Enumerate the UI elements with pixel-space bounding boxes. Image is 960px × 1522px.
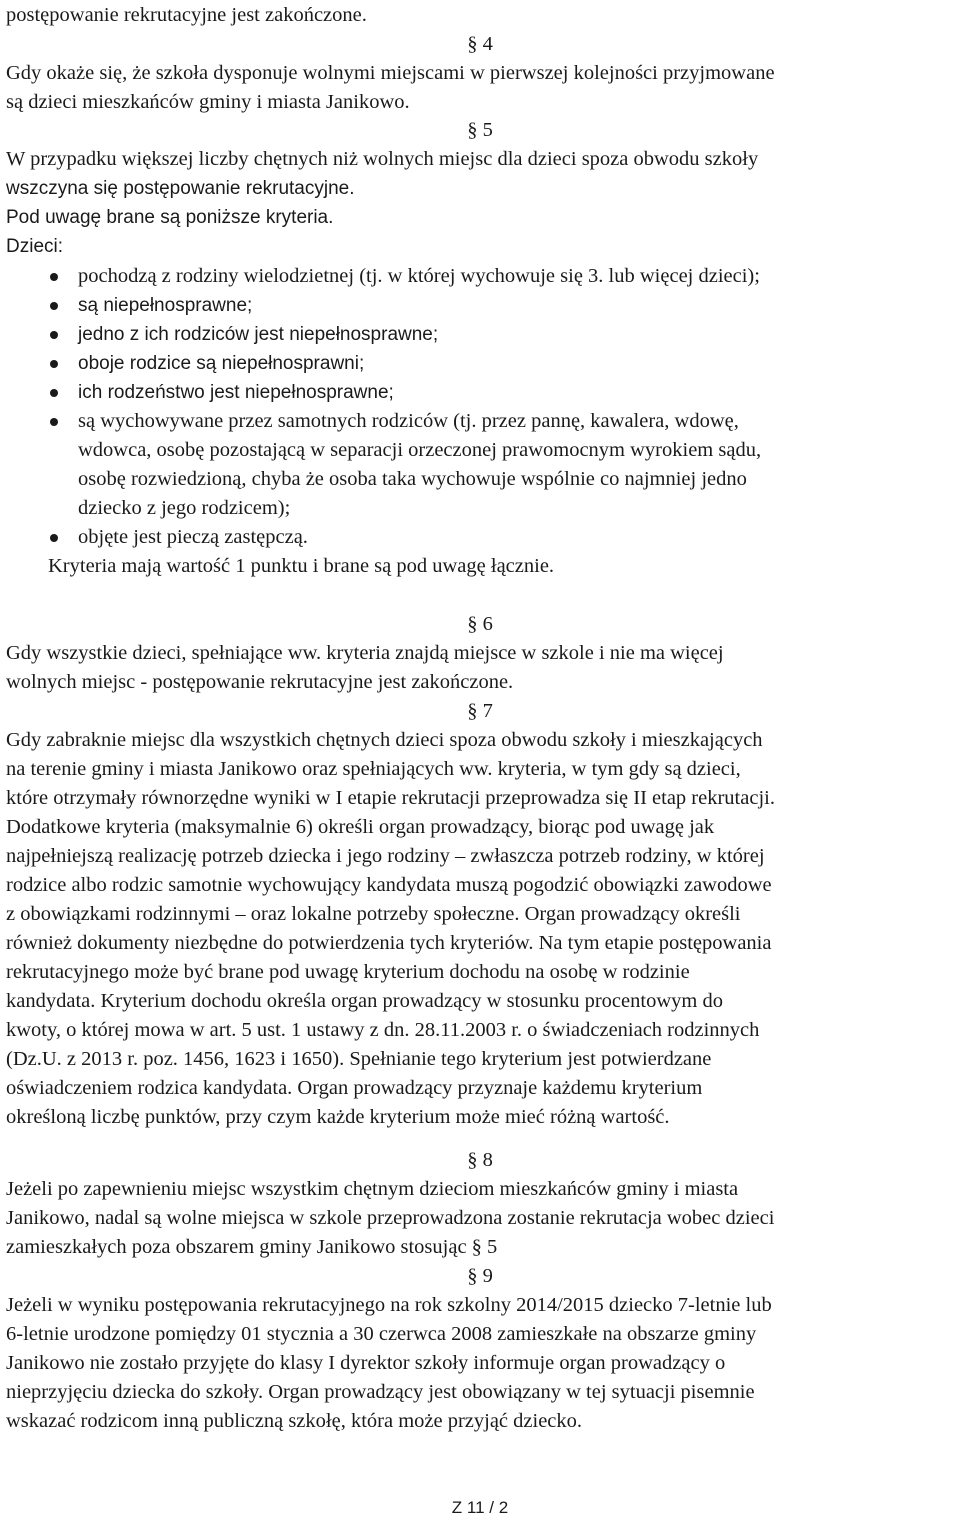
list-item-continuation: osobę rozwiedzioną, chyba że osoba taka wychowuje wspólnie co najmniej jedno xyxy=(78,468,747,490)
list-item: jedno z ich rodziców jest niepełnosprawne; xyxy=(78,324,439,345)
text-line: Janikowo, nadal są wolne miejsca w szkole przeprowadzona zostanie rekrutacja wobec dzieci xyxy=(6,1207,775,1229)
section-heading-9: § 9 xyxy=(467,1265,493,1287)
text-line: wszczyna się postępowanie rekrutacyjne. xyxy=(6,178,355,199)
list-item-continuation: dziecko z jego rodzicem); xyxy=(78,497,291,519)
text-line: oświadczeniem rodzica kandydata. Organ prowadzący przyznaje każdemu kryterium xyxy=(6,1077,703,1099)
text-line: które otrzymały równorzędne wyniki w I etapie rekrutacji przeprowadza się II etap rekrutacji. xyxy=(6,787,775,809)
bullet-dot xyxy=(50,273,58,281)
text-line: kandydata. Kryterium dochodu określa organ prowadzący w stosunku procentowym do xyxy=(6,990,723,1012)
bullet-dot xyxy=(50,360,58,368)
list-item: ich rodzeństwo jest niepełnosprawne; xyxy=(78,382,394,403)
text-line: na terenie gminy i miasta Janikowo oraz spełniających ww. kryteria, w tym gdy są dzieci, xyxy=(6,758,741,780)
bullet-dot xyxy=(50,302,58,310)
text-line: również dokumenty niezbędne do potwierdzenia tych kryteriów. Na tym etapie postępowania xyxy=(6,932,772,954)
text-line: postępowanie rekrutacyjne jest zakończone. xyxy=(6,4,367,26)
text-line: wolnych miejsc - postępowanie rekrutacyjne jest zakończone. xyxy=(6,671,514,693)
text-line: Gdy zabraknie miejsc dla wszystkich chętnych dzieci spoza obwodu szkoły i mieszkających xyxy=(6,729,763,751)
text-line: określoną liczbę punktów, przy czym każde kryterium może mieć różną wartość. xyxy=(6,1106,670,1128)
text-line: Kryteria mają wartość 1 punktu i brane są pod uwagę łącznie. xyxy=(48,555,555,577)
text-line: nieprzyjęciu dziecka do szkoły. Organ prowadzący jest obowiązany w tej sytuacji pisemnie xyxy=(6,1381,755,1403)
list-item: oboje rodzice są niepełnosprawni; xyxy=(78,353,365,374)
text-line: Gdy okaże się, że szkoła dysponuje wolnymi miejscami w pierwszej kolejności przyjmowane xyxy=(6,62,775,84)
text-line: kwoty, o której mowa w art. 5 ust. 1 ustawy z dn. 28.11.2003 r. o świadczeniach rodzinnych xyxy=(6,1019,760,1041)
bullet-dot xyxy=(50,418,58,426)
section-heading-4: § 4 xyxy=(467,33,493,55)
text-line: W przypadku większej liczby chętnych niż wolnych miejsc dla dzieci spoza obwodu szkoły xyxy=(6,148,759,170)
text-line: Pod uwagę brane są poniższe kryteria. xyxy=(6,207,334,228)
section-heading-5: § 5 xyxy=(467,119,493,141)
bullet-dot xyxy=(50,389,58,397)
bullet-dot xyxy=(50,331,58,339)
list-item: pochodzą z rodziny wielodzietnej (tj. w której wychowuje się 3. lub więcej dzieci); xyxy=(78,265,760,287)
text-line: wskazać rodzicom inną publiczną szkołę, która może przyjąć dziecko. xyxy=(6,1410,583,1432)
list-item: są niepełnosprawne; xyxy=(78,295,253,316)
section-heading-8: § 8 xyxy=(467,1149,493,1171)
section-heading-6: § 6 xyxy=(467,613,493,635)
text-line: są dzieci mieszkańców gminy i miasta Janikowo. xyxy=(6,91,410,113)
text-line: (Dz.U. z 2013 r. poz. 1456, 1623 i 1650). Spełnianie tego kryterium jest potwierdzane xyxy=(6,1048,712,1070)
list-item: są wychowywane przez samotnych rodziców (tj. przez pannę, kawalera, wdowę, xyxy=(78,410,739,432)
page-number: Z 11 / 2 xyxy=(451,1498,509,1517)
text-line: rodzice albo rodzic samotnie wychowujący kandydata muszą pogodzić obowiązki zawodowe xyxy=(6,874,772,896)
text-line: z obowiązkami rodzinnymi – oraz lokalne potrzeby społeczne. Organ prowadzący określi xyxy=(6,903,741,925)
text-line: rekrutacyjnego może być brane pod uwagę kryterium dochodu na osobę w rodzinie xyxy=(6,961,690,983)
section-heading-7: § 7 xyxy=(467,700,493,722)
text-line: Janikowo nie zostało przyjęte do klasy I dyrektor szkoły informuje organ prowadzący o xyxy=(6,1352,726,1374)
bullet-dot xyxy=(50,534,58,542)
list-item-continuation: wdowca, osobę pozostającą w separacji orzeczonej prawomocnym wyrokiem sądu, xyxy=(78,439,762,461)
text-line: Dodatkowe kryteria (maksymalnie 6) określi organ prowadzący, biorąc pod uwagę jak xyxy=(6,816,715,838)
text-line: zamieszkałych poza obszarem gminy Janikowo stosując § 5 xyxy=(6,1236,498,1258)
text-line: Gdy wszystkie dzieci, spełniające ww. kryteria znajdą miejsce w szkole i nie ma więcej xyxy=(6,642,724,664)
text-line: Dzieci: xyxy=(6,236,64,257)
text-line: Jeżeli w wyniku postępowania rekrutacyjnego na rok szkolny 2014/2015 dziecko 7-letnie lub xyxy=(6,1294,772,1316)
list-item: objęte jest pieczą zastępczą. xyxy=(78,526,308,548)
text-line: Jeżeli po zapewnieniu miejsc wszystkim chętnym dzieciom mieszkańców gminy i miasta xyxy=(6,1178,739,1200)
text-line: najpełniejszą realizację potrzeb dziecka i jego rodziny – zwłaszcza potrzeb rodziny, w której xyxy=(6,845,765,867)
text-line: 6-letnie urodzone pomiędzy 01 stycznia a 30 czerwca 2008 zamieszkałe na obszarze gminy xyxy=(6,1323,757,1345)
